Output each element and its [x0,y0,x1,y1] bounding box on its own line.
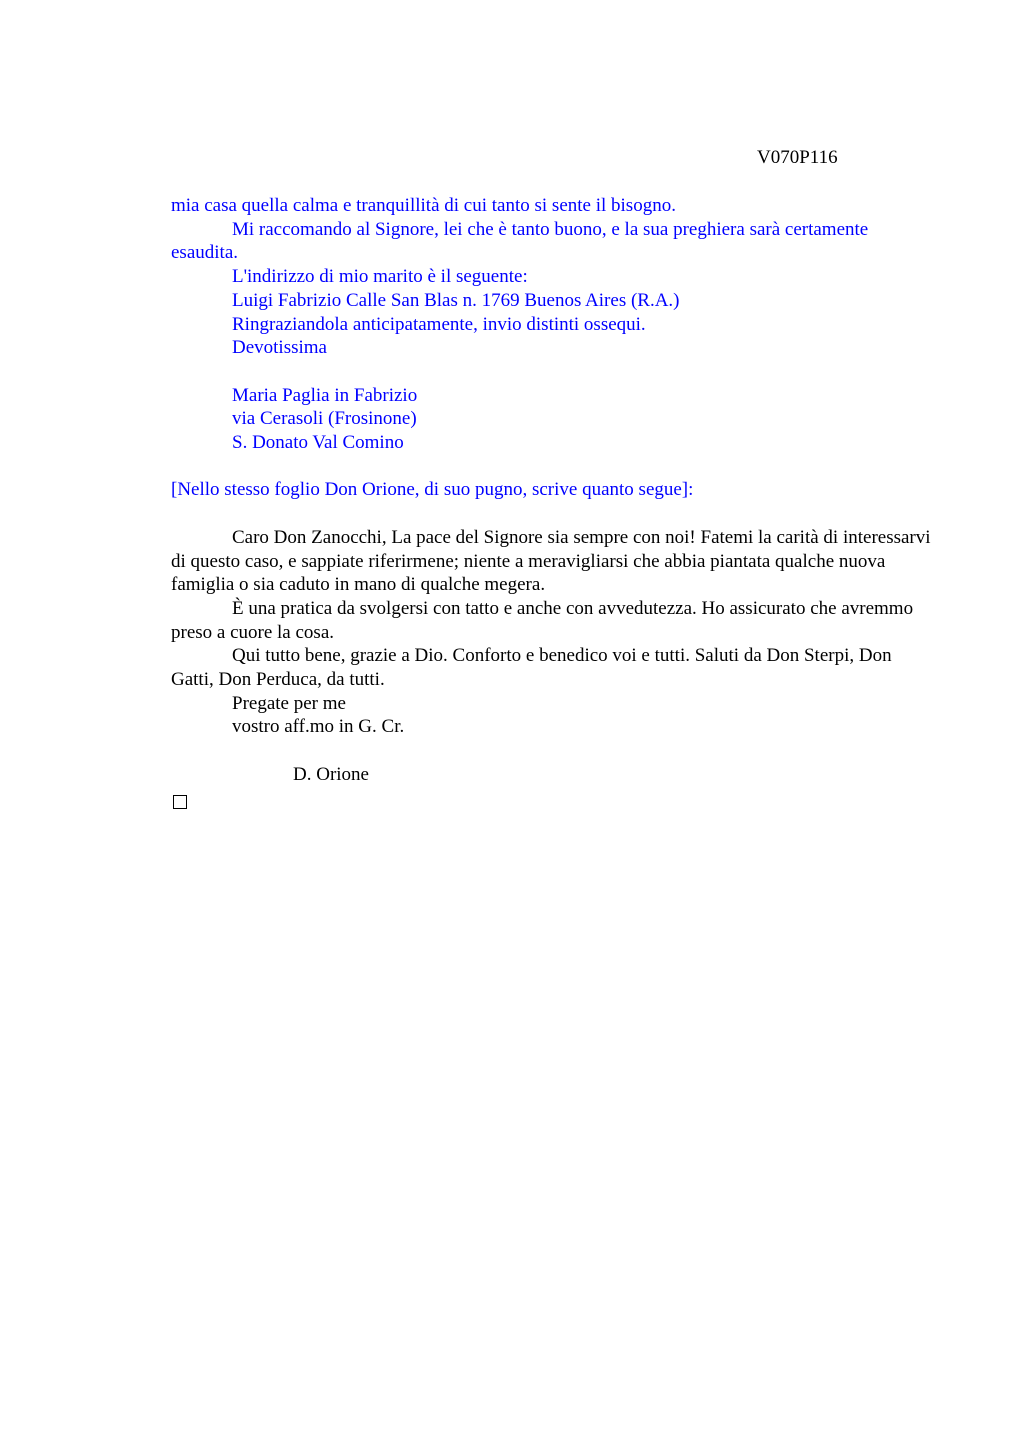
spacer [171,739,931,763]
letter-continuation: mia casa quella calma e tranquillità di cui tanto si sente il bisogno. [171,195,676,216]
page-id: V070P116 [757,147,838,168]
letter-signature-street: via Cerasoli (Frosinone) [232,408,417,430]
letter-address: Luigi Fabrizio Calle San Blas n. 1769 Buenos Aires (R.A.) [232,289,680,311]
letter-address-intro: L'indirizzo di mio marito è il seguente: [232,266,528,288]
letter-section [171,194,931,502]
letter-signature-town: S. Donato Val Comino [232,432,404,454]
orione-paragraph: È una pratica da svolgersi con tatto e anche con avvedutezza. Ho assicurato che avremmo preso a cuore la cosa. [171,597,914,643]
orione-paragraph: Caro Don Zanocchi, La pace del Signore sia sempre con noi! Fatemi la carità di interessarvi di questo caso, e sappiate riferirmene; niente a meravigliarsi che abbia piantata qualche nuova famiglia o sia caduto in mano di qualche megera. [171,526,931,596]
letter-paragraph: Mi raccomando al Signore, lei che è tanto buono, e la sua preghiera sarà certamente esaudita. [171,218,869,264]
orione-section [171,526,931,787]
orione-signature: D. Orione [293,763,369,785]
document-body [171,194,931,809]
spacer [171,360,931,384]
square-outline-icon [173,795,187,809]
spacer [171,502,931,526]
orione-closing: Pregate per me [232,692,346,714]
editorial-note: [Nello stesso foglio Don Orione, di suo pugno, scrive quanto segue]: [171,479,694,501]
letter-thanks: Ringraziandola anticipatamente, invio distinti ossequi. [232,313,646,335]
orione-paragraph: Qui tutto bene, grazie a Dio. Conforto e benedico voi e tutti. Saluti da Don Sterpi, Don Gatti, Don Perduca, da tutti. [171,645,892,691]
letter-closing: Devotissima [232,337,327,359]
letter-signature-name: Maria Paglia in Fabrizio [232,384,418,406]
spacer [171,455,931,479]
orione-closing: vostro aff.mo in G. Cr. [232,716,405,738]
